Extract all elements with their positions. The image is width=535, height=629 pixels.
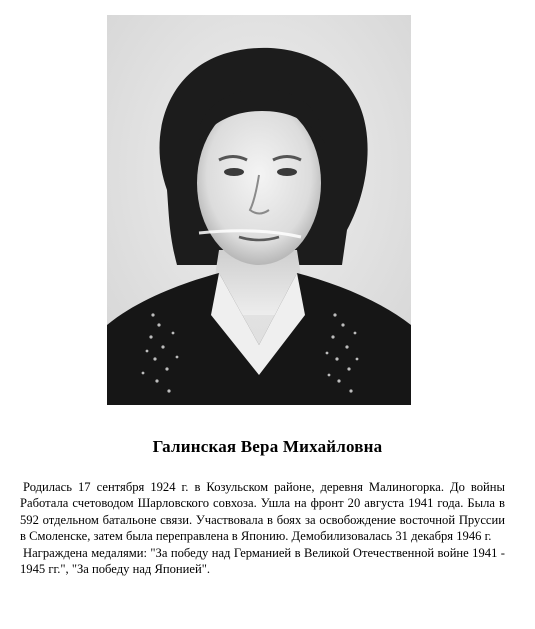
biography-text (20, 479, 505, 577)
awards-paragraph: Награждена медалями: "За победу над Германией в Великой Отечественной войне 1941 - 1945 гг.", "За победу над Японией". (20, 545, 505, 577)
person-name: Галинская Вера Михайловна (152, 437, 383, 456)
right-eye (277, 168, 297, 176)
biography-paragraph: Родилась 17 сентября 1924 г. в Козульском районе, деревня Малиногорка. До войны Работала счетоводом Шарловского совхоза. Ушла на фронт 20 августа 1941 года. Была в 592 отдельном батальоне связи. Участвовала в боях за освобождение восточной Пруссии в Смоленске, затем была переправлена в Японию. Демобилизовалась 31 декабря 1946 г. (20, 480, 505, 544)
portrait-photo (107, 15, 411, 405)
left-eye (224, 168, 244, 176)
